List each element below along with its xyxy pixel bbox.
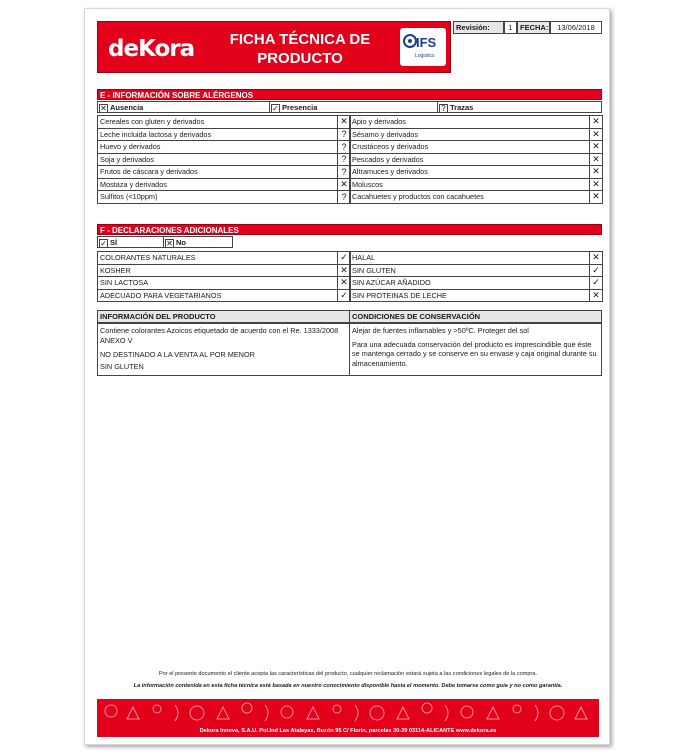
legend-trazas-label: Trazas <box>450 103 474 112</box>
allergen-mark: ✕ <box>590 178 603 191</box>
legend-trazas-mark: ? <box>439 104 448 113</box>
table-row <box>98 289 351 302</box>
allergen-mark: ? <box>338 153 351 166</box>
table-row <box>350 141 603 154</box>
allergens-table-left <box>97 115 351 204</box>
table-row <box>350 191 603 204</box>
table-row <box>98 116 351 129</box>
table-row <box>350 289 603 302</box>
declarations-section-title: F - DECLARACIONES ADICIONALES <box>97 224 602 235</box>
legend-presencia <box>269 101 439 113</box>
footer-note: La información contenida en esta ficha técnica está basada en nuestro conocimiento disponible hasta el momento. Debe tomarse como guía y no como garantía. <box>133 683 563 689</box>
footer-address: Dekora Innova, S.A.U. Pol.Ind Las Atalayas, Buzón 95 C/ Florin, parcelas 30-39 03114-ALICANTE www.dekora.es <box>199 728 497 734</box>
dekora-logo <box>106 31 206 64</box>
allergen-label: Sulfitos (<10ppm) <box>98 191 338 204</box>
footer-disclaimer: Por el presente documento el cliente acepta las características del producto, cualquier reclamación estará sujeta a las condiciones legales de la compra. <box>158 671 538 677</box>
table-row <box>350 128 603 141</box>
allergen-label: Crustáceos y derivados <box>350 141 590 154</box>
legend-no-mark: ✕ <box>166 238 173 248</box>
storage-title: CONDICIONES DE CONSERVACIÓN <box>349 310 602 323</box>
storage-line: Para una adecuada conservación del producto es imprescindible que éste se mantenga cerrado y se conserve en su envase y caja original durante su almacenamiento. <box>352 339 597 368</box>
declaration-label: SIN LACTOSA <box>98 277 338 290</box>
declaration-mark: ✕ <box>590 252 603 265</box>
storage-body <box>349 323 602 376</box>
allergen-mark: ✕ <box>590 153 603 166</box>
legend-ausencia-mark: ✕ <box>100 103 107 113</box>
ifs-logo <box>400 28 446 66</box>
svg-text:deKora: deKora <box>108 36 195 62</box>
product-info-line: SIN GLUTEN <box>100 361 144 371</box>
declaration-mark: ✓ <box>338 252 351 265</box>
allergen-label: Huevo y derivados <box>98 141 338 154</box>
product-info-line: NO DESTINADO A LA VENTA AL POR MENOR <box>100 350 255 359</box>
product-info-body <box>97 323 350 376</box>
revision-value: 1 <box>504 21 517 34</box>
allergen-mark: ✕ <box>590 128 603 141</box>
declaration-mark: ✕ <box>338 264 351 277</box>
declaration-mark: ✕ <box>590 289 603 302</box>
allergens-table-right <box>349 115 603 204</box>
ifs-emblem-icon <box>403 34 417 48</box>
table-row <box>98 277 351 290</box>
allergen-label: Frutos de cáscara y derivados <box>98 166 338 179</box>
allergen-label: Altramuces y derivados <box>350 166 590 179</box>
table-row <box>98 141 351 154</box>
allergens-section-title: E - INFORMACIÓN SOBRE ALÉRGENOS <box>97 89 602 100</box>
allergen-label: Sésamo y derivados <box>350 128 590 141</box>
document-page <box>84 8 610 745</box>
fecha-value: 13/06/2018 <box>550 21 602 34</box>
legend-no-label: No <box>176 238 186 247</box>
allergen-label: Soja y derivados <box>98 153 338 166</box>
table-row <box>350 166 603 179</box>
declarations-table-left <box>97 251 351 302</box>
allergen-mark: ✕ <box>338 178 351 191</box>
legend-ausencia-label: Ausencia <box>110 103 144 112</box>
table-row <box>98 178 351 191</box>
ifs-logo-text: IFS <box>416 35 437 50</box>
declaration-mark: ✓ <box>590 277 603 290</box>
table-row <box>98 128 351 141</box>
revision-label: Revisión: <box>453 21 504 34</box>
table-row <box>350 153 603 166</box>
allergen-label: Cacahuetes y productos con cacahuetes <box>350 191 590 204</box>
product-info-line: Contiene colorantes Azoicos etiquetado de acuerdo con el Re. 1333/2008 ANEXO V <box>100 326 339 345</box>
product-info-title: INFORMACIÓN DEL PRODUCTO <box>97 310 350 323</box>
allergen-label: Leche incluida lactosa y derivados <box>98 128 338 141</box>
legend-no <box>163 236 233 248</box>
allergen-label: Pescados y derivados <box>350 153 590 166</box>
legend-presencia-label: Presencia <box>282 103 318 112</box>
table-row <box>98 264 351 277</box>
declaration-label: SIN PROTEINAS DE LECHE <box>350 289 590 302</box>
legend-ausencia <box>97 101 271 113</box>
allergen-mark: ✕ <box>338 116 351 129</box>
declaration-mark: ✕ <box>338 277 351 290</box>
table-row <box>350 116 603 129</box>
footer-band <box>97 699 599 737</box>
declaration-label: HALAL <box>350 252 590 265</box>
allergen-mark: ? <box>338 166 351 179</box>
allergen-mark: ✕ <box>590 191 603 204</box>
declarations-table-right <box>349 251 603 302</box>
allergen-label: Mostaza y derivados <box>98 178 338 191</box>
declaration-mark: ✓ <box>338 289 351 302</box>
table-row <box>98 153 351 166</box>
allergen-label: Moluscos <box>350 178 590 191</box>
table-row <box>350 264 603 277</box>
declaration-label: SIN GLUTEN <box>350 264 590 277</box>
allergen-mark: ✕ <box>590 166 603 179</box>
table-row <box>350 178 603 191</box>
legend-trazas <box>437 101 602 113</box>
allergen-label: Apio y derivados <box>350 116 590 129</box>
allergen-mark: ? <box>338 191 351 204</box>
header-banner <box>97 21 451 73</box>
allergen-mark: ? <box>338 141 351 154</box>
table-row <box>350 252 603 265</box>
allergen-mark: ? <box>338 128 351 141</box>
storage-line: Alejar de fuentes inflamables y >50ºC. Proteger del sol <box>352 326 529 335</box>
declaration-label: ADECUADO PARA VEGETARIANOS <box>98 289 338 302</box>
legend-si-mark: ✓ <box>100 238 107 248</box>
ifs-logo-sub: Logistics <box>415 53 435 59</box>
allergen-mark: ✕ <box>590 116 603 129</box>
allergen-mark: ✕ <box>590 141 603 154</box>
document-title: FICHA TÉCNICA DE PRODUCTO <box>229 31 371 67</box>
table-row <box>98 191 351 204</box>
declaration-label: SIN AZÚCAR AÑADIDO <box>350 277 590 290</box>
fecha-label: FECHA: <box>517 21 550 34</box>
table-row <box>350 277 603 290</box>
declaration-label: COLORANTES NATURALES <box>98 252 338 265</box>
table-row <box>98 166 351 179</box>
declaration-label: KOSHER <box>98 264 338 277</box>
declaration-mark: ✓ <box>590 264 603 277</box>
legend-si-label: SÍ <box>110 238 118 247</box>
legend-presencia-mark: ✓ <box>272 103 279 113</box>
legend-si <box>97 236 165 248</box>
table-row <box>98 252 351 265</box>
allergen-label: Cereales con gluten y derivados <box>98 116 338 129</box>
